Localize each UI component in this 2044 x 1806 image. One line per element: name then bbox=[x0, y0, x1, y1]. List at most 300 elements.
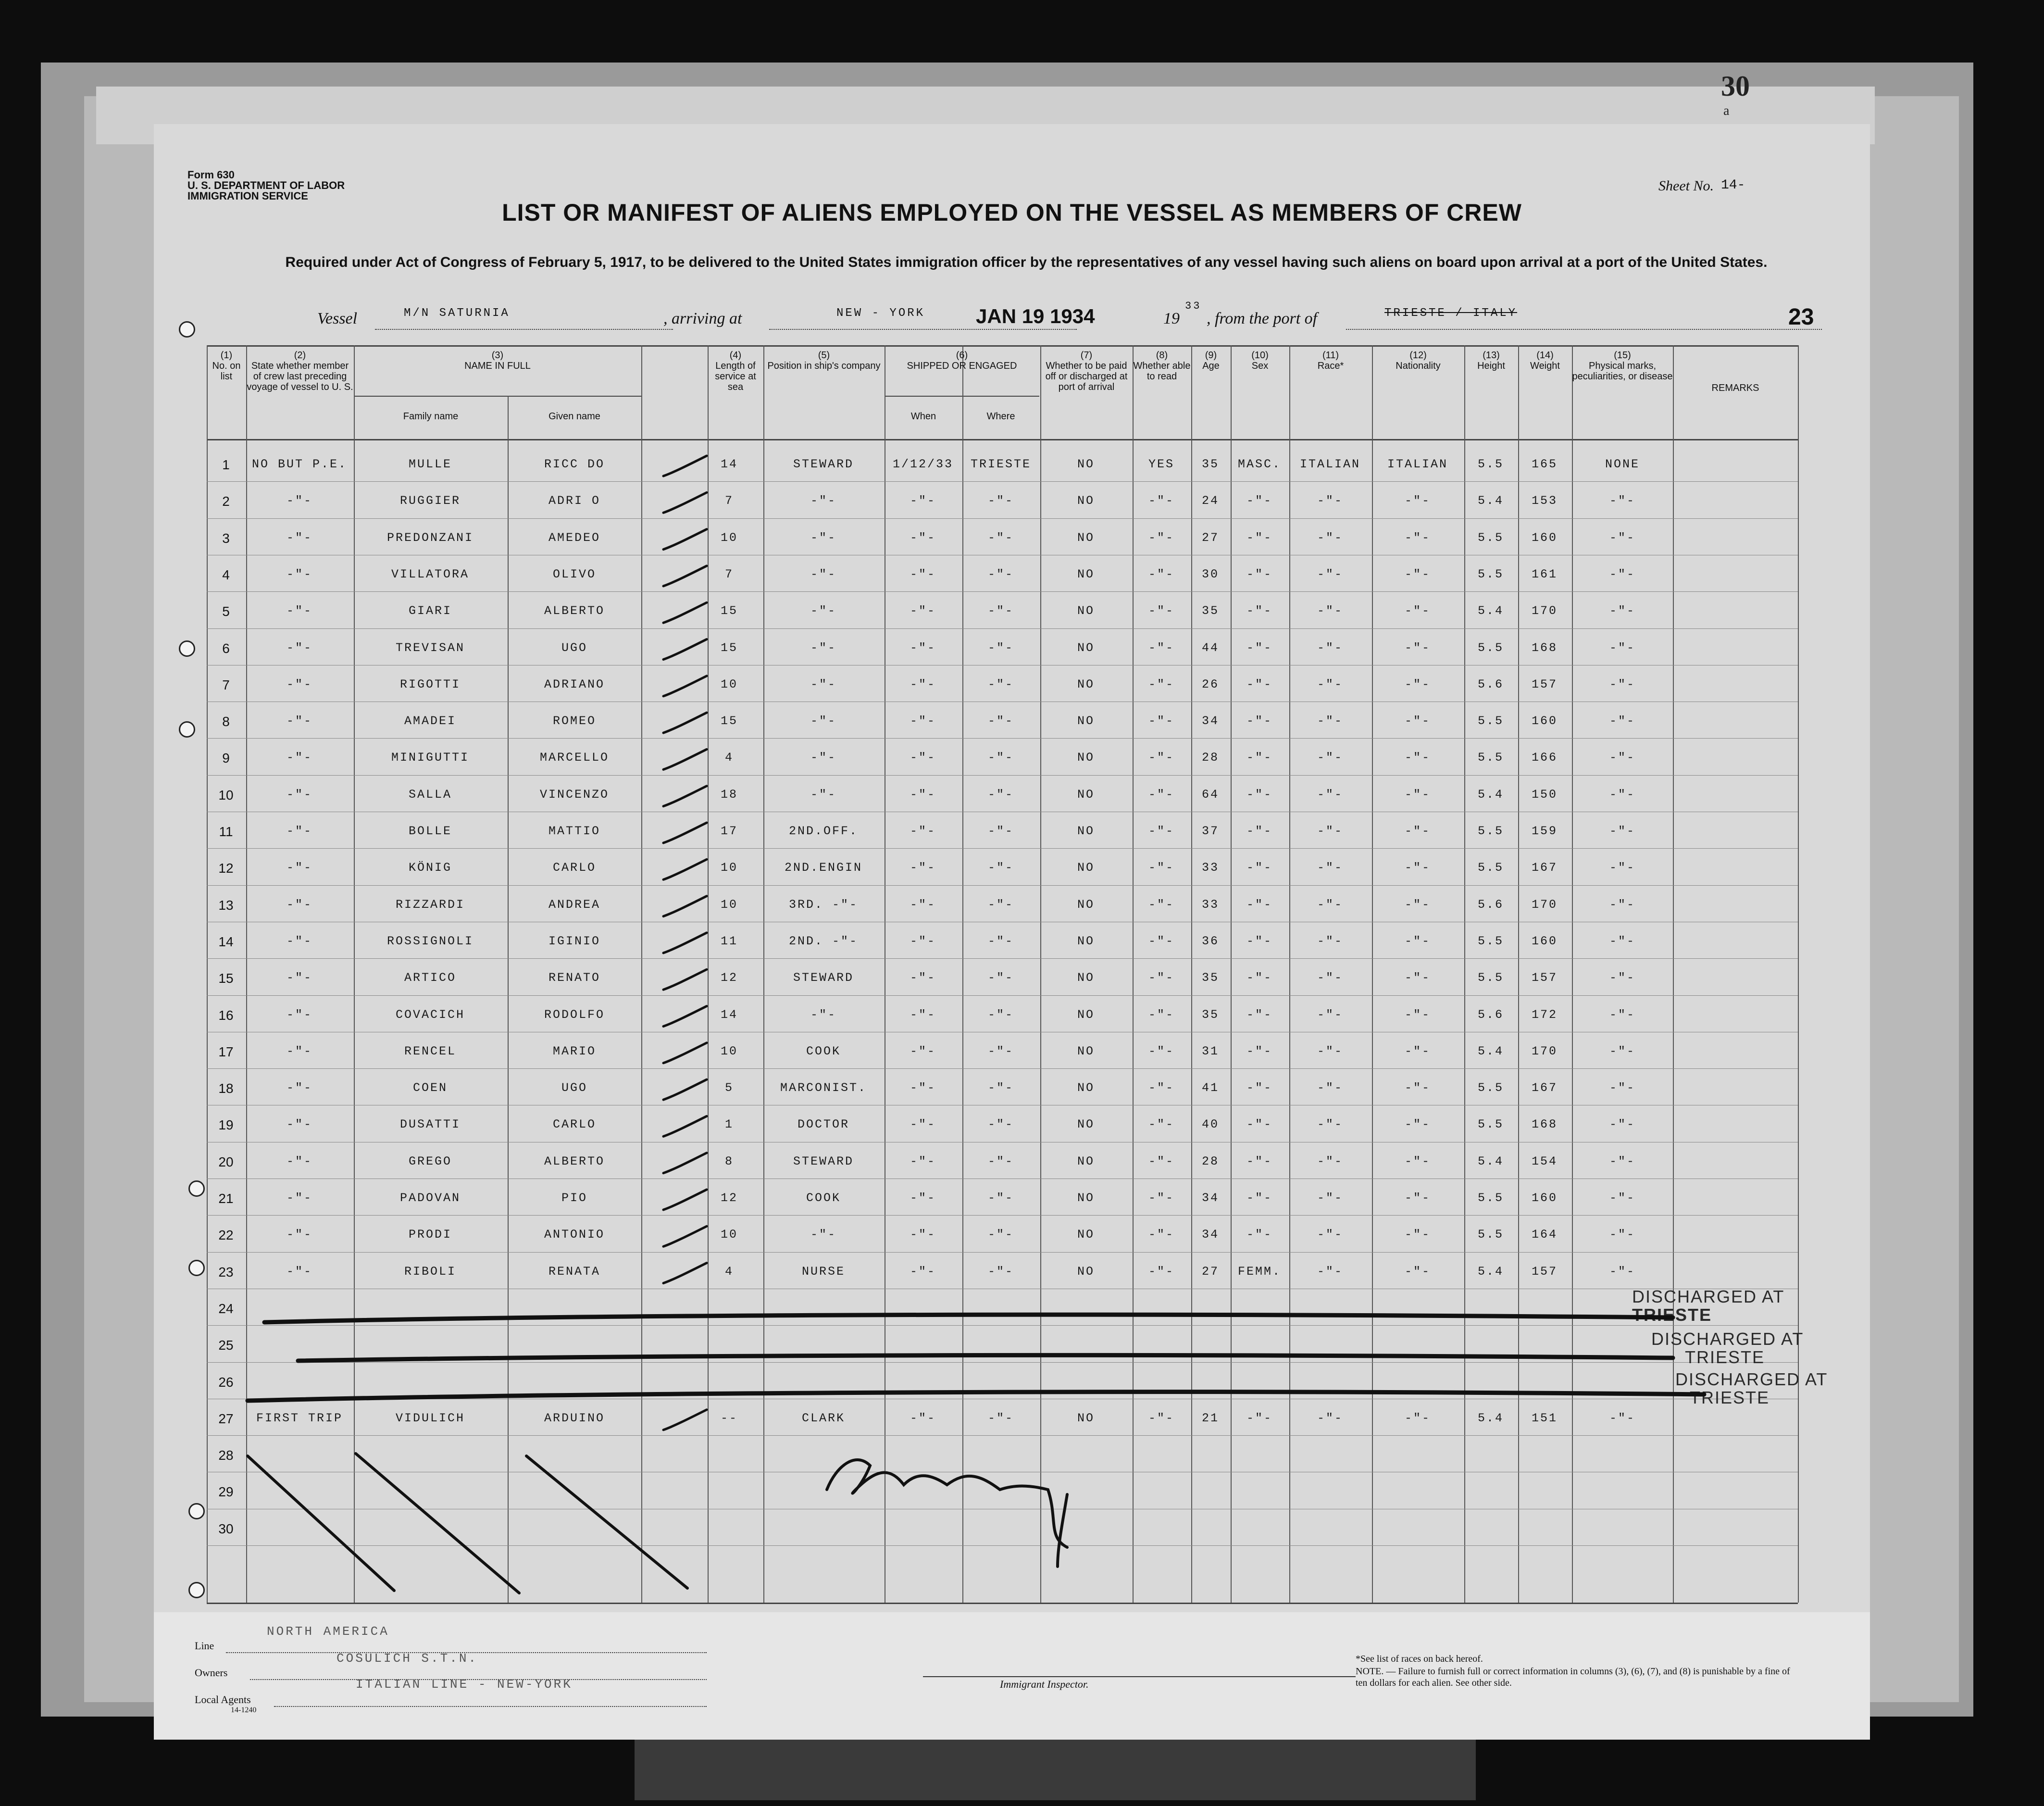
column-header-age-label: Age bbox=[1202, 361, 1220, 371]
cell-where: -"- bbox=[987, 1081, 1014, 1095]
discharged-stamp-port: TRIESTE bbox=[1690, 1388, 1770, 1407]
owners-value: COSULICH S.T.N. bbox=[337, 1651, 478, 1666]
arrival-date-stamp: JAN 19 1934 bbox=[976, 305, 1095, 327]
cell-given: RODOLFO bbox=[544, 1008, 605, 1022]
cell-service: 4 bbox=[724, 1265, 734, 1279]
cell-weight: 160 bbox=[1531, 1191, 1558, 1205]
column-header-sex-number: (10) bbox=[1251, 350, 1269, 361]
cell-service: 15 bbox=[720, 604, 738, 618]
cell-paid: NO bbox=[1077, 641, 1095, 655]
year-prefix: 19 bbox=[1163, 310, 1180, 327]
cell-marks: -"- bbox=[1609, 531, 1635, 545]
column-header-height-number: (13) bbox=[1483, 350, 1500, 361]
cell-family: TREVISAN bbox=[395, 641, 465, 655]
cell-race: -"- bbox=[1317, 1081, 1343, 1095]
row-number: 24 bbox=[218, 1301, 234, 1316]
cell-service: 1 bbox=[724, 1117, 734, 1131]
row-number: 29 bbox=[218, 1484, 234, 1499]
cell-height: 5.5 bbox=[1477, 567, 1504, 581]
cell-nationality: -"- bbox=[1404, 494, 1431, 508]
cell-age: 34 bbox=[1201, 1228, 1219, 1242]
cell-age: 31 bbox=[1201, 1044, 1219, 1058]
column-header-name-number: (3) bbox=[491, 350, 504, 361]
row-number: 3 bbox=[222, 531, 230, 546]
cell-when: -"- bbox=[910, 1008, 936, 1022]
cell-race: -"- bbox=[1317, 494, 1343, 508]
discharged-stamp-text: DISCHARGED AT bbox=[1651, 1329, 1804, 1349]
cell-age: 26 bbox=[1201, 677, 1219, 691]
cell-prev: -"- bbox=[286, 714, 312, 728]
cell-service: 8 bbox=[724, 1154, 734, 1168]
cell-age: 35 bbox=[1201, 457, 1219, 471]
cell-read: -"- bbox=[1148, 641, 1174, 655]
column-header-shipped-label: SHIPPED OR ENGAGED bbox=[907, 361, 1017, 371]
owners-label: Owners bbox=[195, 1667, 228, 1679]
cell-paid: NO bbox=[1077, 531, 1095, 545]
cell-race: -"- bbox=[1317, 898, 1343, 912]
cell-paid: NO bbox=[1077, 971, 1095, 985]
cell-paid: NO bbox=[1077, 714, 1095, 728]
column-header-number-number: (1) bbox=[220, 350, 233, 361]
strike-line-row-24 bbox=[264, 1315, 1673, 1322]
cell-weight: 160 bbox=[1531, 531, 1558, 545]
cell-family: MINIGUTTI bbox=[391, 751, 470, 765]
arrival-port: NEW - YORK bbox=[836, 307, 925, 320]
cell-age: 30 bbox=[1201, 567, 1219, 581]
cell-height: 5.5 bbox=[1477, 1081, 1504, 1095]
column-header-physical-marks-label: Physical marks, peculiarities, or disease bbox=[1572, 361, 1673, 382]
note-text: — Failure to furnish full or correct information in columns (3), (6), (7), and (8) is punishable by a fine of ten dollars for each alien. See other side. bbox=[1356, 1666, 1790, 1688]
cell-prev: -"- bbox=[286, 788, 312, 802]
cell-family: VIDULICH bbox=[395, 1411, 465, 1425]
cell-family: RIBOLI bbox=[404, 1265, 456, 1279]
cell-when: -"- bbox=[910, 934, 936, 948]
cell-given: UGO bbox=[561, 1081, 587, 1095]
cell-service: 10 bbox=[720, 1228, 738, 1242]
cell-where: -"- bbox=[987, 1117, 1014, 1131]
cell-paid: NO bbox=[1077, 1265, 1095, 1279]
check-mark bbox=[663, 1153, 707, 1173]
cell-height: 5.5 bbox=[1477, 861, 1504, 875]
check-mark bbox=[663, 749, 707, 769]
cell-weight: 157 bbox=[1531, 971, 1558, 985]
cell-position: -"- bbox=[810, 714, 836, 728]
cell-sex: -"- bbox=[1246, 1081, 1272, 1095]
cell-prev: -"- bbox=[286, 898, 312, 912]
cell-age: 40 bbox=[1201, 1117, 1219, 1131]
service-name: IMMIGRATION SERVICE bbox=[187, 190, 308, 202]
department-name: U. S. DEPARTMENT OF LABOR bbox=[187, 179, 345, 191]
cell-when: -"- bbox=[910, 861, 936, 875]
penalty-note bbox=[1356, 1666, 1798, 1689]
cell-family: PADOVAN bbox=[399, 1191, 461, 1205]
cancel-slash-1 bbox=[248, 1456, 394, 1591]
cell-given: ALBERTO bbox=[544, 1154, 605, 1168]
cell-sex: -"- bbox=[1246, 1154, 1272, 1168]
check-mark bbox=[663, 640, 707, 660]
cell-where: -"- bbox=[987, 1228, 1014, 1242]
check-mark bbox=[663, 1006, 707, 1027]
cell-given: ANDREA bbox=[548, 898, 600, 912]
arriving-label: , arriving at bbox=[663, 310, 742, 327]
cell-nationality: -"- bbox=[1404, 934, 1431, 948]
column-header-paid-off-label: Whether to be paid off or discharged at port of arrival bbox=[1045, 361, 1128, 392]
check-mark bbox=[663, 676, 707, 696]
cell-when: -"- bbox=[910, 1228, 936, 1242]
cell-given: RICC DO bbox=[544, 457, 605, 471]
cell-marks: -"- bbox=[1609, 1154, 1635, 1168]
check-mark bbox=[663, 896, 707, 916]
cell-race: -"- bbox=[1317, 531, 1343, 545]
column-header-weight-number: (14) bbox=[1536, 350, 1554, 361]
cell-family: DUSATTI bbox=[399, 1117, 461, 1131]
cell-age: 33 bbox=[1201, 898, 1219, 912]
cell-position: 2ND. -"- bbox=[788, 934, 859, 948]
cell-read: -"- bbox=[1148, 1154, 1174, 1168]
row-number: 11 bbox=[219, 824, 233, 839]
cell-prev: -"- bbox=[286, 1008, 312, 1022]
cell-height: 5.5 bbox=[1477, 824, 1504, 838]
cell-paid: NO bbox=[1077, 1081, 1095, 1095]
cell-given: ARDUINO bbox=[544, 1411, 605, 1425]
cell-age: 44 bbox=[1201, 641, 1219, 655]
check-mark bbox=[663, 713, 707, 733]
sheet-number-label: Sheet No. bbox=[1658, 178, 1714, 194]
row-number: 7 bbox=[222, 677, 230, 692]
cell-marks: -"- bbox=[1609, 494, 1635, 508]
cell-service: 7 bbox=[724, 494, 734, 508]
cell-weight: 153 bbox=[1531, 494, 1558, 508]
cell-where: -"- bbox=[987, 531, 1014, 545]
cell-weight: 159 bbox=[1531, 824, 1558, 838]
cell-read: -"- bbox=[1148, 1228, 1174, 1242]
cell-paid: NO bbox=[1077, 567, 1095, 581]
cell-prev: -"- bbox=[286, 531, 312, 545]
cell-service: 10 bbox=[720, 861, 738, 875]
cell-age: 27 bbox=[1201, 1265, 1219, 1279]
cell-paid: NO bbox=[1077, 494, 1095, 508]
cell-prev: -"- bbox=[286, 1154, 312, 1168]
cell-read: -"- bbox=[1148, 751, 1174, 765]
cell-height: 5.5 bbox=[1477, 641, 1504, 655]
races-note: *See list of races on back hereof. bbox=[1356, 1654, 1483, 1664]
column-header-service-label: Length of service at sea bbox=[715, 361, 756, 392]
row-number: 2 bbox=[222, 494, 230, 509]
column-header-race-label: Race* bbox=[1317, 361, 1344, 371]
column-header-age-number: (9) bbox=[1205, 350, 1217, 361]
cell-when: -"- bbox=[910, 1044, 936, 1058]
cell-paid: NO bbox=[1077, 677, 1095, 691]
cell-position: -"- bbox=[810, 751, 836, 765]
binder-hole bbox=[188, 1180, 205, 1197]
cell-height: 5.4 bbox=[1477, 1411, 1504, 1425]
cell-marks: -"- bbox=[1609, 1265, 1635, 1279]
cell-prev: NO BUT P.E. bbox=[251, 457, 348, 471]
cell-service: 11 bbox=[720, 934, 738, 948]
column-header-weight-label: Weight bbox=[1530, 361, 1560, 371]
cancel-slash-3 bbox=[526, 1456, 687, 1588]
year-suffix: 33 bbox=[1185, 300, 1202, 312]
cell-read: -"- bbox=[1148, 1044, 1174, 1058]
column-header-position-label: Position in ship's company bbox=[767, 361, 881, 371]
cell-where: -"- bbox=[987, 751, 1014, 765]
cell-sex: -"- bbox=[1246, 861, 1272, 875]
cell-weight: 165 bbox=[1531, 457, 1558, 471]
cell-weight: 170 bbox=[1531, 604, 1558, 618]
cell-nationality: -"- bbox=[1404, 751, 1431, 765]
cell-marks: -"- bbox=[1609, 824, 1635, 838]
check-mark bbox=[663, 1263, 707, 1283]
cell-nationality: -"- bbox=[1404, 1191, 1431, 1205]
cell-position: -"- bbox=[810, 1008, 836, 1022]
row-number: 19 bbox=[218, 1117, 234, 1132]
binder-hole bbox=[179, 721, 195, 738]
column-header-shipped-number: (6) bbox=[956, 350, 968, 361]
cell-height: 5.5 bbox=[1477, 457, 1504, 471]
cell-age: 34 bbox=[1201, 1191, 1219, 1205]
cell-when: -"- bbox=[910, 1411, 936, 1425]
cell-where: -"- bbox=[987, 934, 1014, 948]
cell-when: -"- bbox=[910, 1191, 936, 1205]
cell-nationality: -"- bbox=[1404, 567, 1431, 581]
cell-marks: -"- bbox=[1609, 971, 1635, 985]
cell-position: 2ND.OFF. bbox=[788, 824, 859, 838]
cell-weight: 160 bbox=[1531, 934, 1558, 948]
cell-height: 5.5 bbox=[1477, 751, 1504, 765]
cell-nationality: -"- bbox=[1404, 1044, 1431, 1058]
cell-age: 24 bbox=[1201, 494, 1219, 508]
cell-nationality: ITALIAN bbox=[1387, 457, 1448, 471]
cell-marks: -"- bbox=[1609, 567, 1635, 581]
cell-marks: -"- bbox=[1609, 1081, 1635, 1095]
cell-marks: NONE bbox=[1605, 457, 1640, 471]
cell-weight: 168 bbox=[1531, 641, 1558, 655]
row-number: 17 bbox=[218, 1044, 234, 1059]
row-number: 16 bbox=[218, 1008, 234, 1023]
cell-read: -"- bbox=[1148, 677, 1174, 691]
cell-nationality: -"- bbox=[1404, 971, 1431, 985]
column-header-when: When bbox=[910, 411, 936, 422]
cell-age: 34 bbox=[1201, 714, 1219, 728]
cell-where: -"- bbox=[987, 1154, 1014, 1168]
row-number: 15 bbox=[218, 971, 234, 986]
cell-service: 5 bbox=[724, 1081, 734, 1095]
cell-nationality: -"- bbox=[1404, 1228, 1431, 1242]
cell-marks: -"- bbox=[1609, 1117, 1635, 1131]
check-mark bbox=[663, 1226, 707, 1246]
cell-prev: -"- bbox=[286, 1044, 312, 1058]
cell-prev: -"- bbox=[286, 677, 312, 691]
cell-height: 5.5 bbox=[1477, 934, 1504, 948]
cell-prev: -"- bbox=[286, 1228, 312, 1242]
cell-race: -"- bbox=[1317, 641, 1343, 655]
cell-race: -"- bbox=[1317, 1117, 1343, 1131]
cell-sex: -"- bbox=[1246, 494, 1272, 508]
cell-when: -"- bbox=[910, 1081, 936, 1095]
cell-when: -"- bbox=[910, 604, 936, 618]
cell-where: -"- bbox=[987, 677, 1014, 691]
cell-height: 5.5 bbox=[1477, 531, 1504, 545]
column-header-where: Where bbox=[986, 411, 1015, 422]
cell-age: 28 bbox=[1201, 1154, 1219, 1168]
cell-position: STEWARD bbox=[793, 457, 854, 471]
cell-given: VINCENZO bbox=[539, 788, 610, 802]
cell-height: 5.4 bbox=[1477, 494, 1504, 508]
cell-where: -"- bbox=[987, 1044, 1014, 1058]
row-number: 20 bbox=[218, 1154, 234, 1169]
cell-nationality: -"- bbox=[1404, 1117, 1431, 1131]
cancel-slash-2 bbox=[356, 1454, 519, 1593]
cell-read: -"- bbox=[1148, 531, 1174, 545]
check-mark bbox=[663, 566, 707, 586]
cell-read: -"- bbox=[1148, 1411, 1174, 1425]
cell-when: -"- bbox=[910, 567, 936, 581]
cell-read: -"- bbox=[1148, 1191, 1174, 1205]
cell-sex: -"- bbox=[1246, 971, 1272, 985]
cell-height: 5.5 bbox=[1477, 714, 1504, 728]
cell-read: -"- bbox=[1148, 788, 1174, 802]
cell-read: -"- bbox=[1148, 824, 1174, 838]
cell-service: 7 bbox=[724, 567, 734, 581]
cell-marks: -"- bbox=[1609, 1191, 1635, 1205]
cell-position: 3RD. -"- bbox=[788, 898, 859, 912]
cell-position: -"- bbox=[810, 567, 836, 581]
cell-marks: -"- bbox=[1609, 1008, 1635, 1022]
cell-height: 5.4 bbox=[1477, 1154, 1504, 1168]
departure-port: TRIESTE / ITALY bbox=[1384, 307, 1518, 320]
cell-prev: -"- bbox=[286, 824, 312, 838]
cell-read: -"- bbox=[1148, 604, 1174, 618]
binder-hole bbox=[188, 1260, 205, 1276]
row-number: 9 bbox=[222, 751, 230, 765]
cell-service: 14 bbox=[720, 1008, 738, 1022]
binder-hole bbox=[188, 1582, 205, 1598]
cell-sex: -"- bbox=[1246, 677, 1272, 691]
cell-prev: -"- bbox=[286, 494, 312, 508]
cell-family: ROSSIGNOLI bbox=[386, 934, 474, 948]
cell-age: 36 bbox=[1201, 934, 1219, 948]
cell-weight: 170 bbox=[1531, 898, 1558, 912]
cell-position: CLARK bbox=[801, 1411, 845, 1425]
discharged-stamp-port: TRIESTE bbox=[1685, 1347, 1765, 1367]
row-number: 12 bbox=[218, 861, 234, 876]
cell-prev: -"- bbox=[286, 751, 312, 765]
cell-when: -"- bbox=[910, 641, 936, 655]
footer-form-code: 14-1240 bbox=[231, 1706, 257, 1714]
cell-nationality: -"- bbox=[1404, 788, 1431, 802]
manifest-sheet bbox=[154, 124, 1870, 1740]
cell-read: -"- bbox=[1148, 861, 1174, 875]
cell-height: 5.5 bbox=[1477, 1117, 1504, 1131]
cell-family: AMADEI bbox=[404, 714, 456, 728]
cell-where: -"- bbox=[987, 1191, 1014, 1205]
cell-where: -"- bbox=[987, 971, 1014, 985]
cell-service: 10 bbox=[720, 898, 738, 912]
inspector-signature-line bbox=[923, 1676, 1356, 1677]
cell-nationality: -"- bbox=[1404, 1411, 1431, 1425]
check-mark bbox=[663, 1043, 707, 1063]
discharged-stamp-text: DISCHARGED AT bbox=[1675, 1369, 1828, 1389]
cell-family: GREGO bbox=[408, 1154, 452, 1168]
cell-weight: 172 bbox=[1531, 1008, 1558, 1022]
cell-nationality: -"- bbox=[1404, 604, 1431, 618]
line-label: Line bbox=[195, 1640, 214, 1652]
cell-where: -"- bbox=[987, 714, 1014, 728]
cell-marks: -"- bbox=[1609, 1411, 1635, 1425]
row-number: 13 bbox=[218, 898, 234, 913]
cell-paid: NO bbox=[1077, 1191, 1095, 1205]
strike-line-row-26 bbox=[248, 1392, 1704, 1401]
column-header-height-label: Height bbox=[1477, 361, 1505, 371]
cell-race: -"- bbox=[1317, 1228, 1343, 1242]
check-mark bbox=[663, 602, 707, 623]
cell-prev: -"- bbox=[286, 604, 312, 618]
cell-read: -"- bbox=[1148, 934, 1174, 948]
cell-marks: -"- bbox=[1609, 677, 1635, 691]
cell-sex: -"- bbox=[1246, 714, 1272, 728]
cell-where: -"- bbox=[987, 788, 1014, 802]
cell-service: -- bbox=[720, 1411, 738, 1425]
cell-given: RENATA bbox=[548, 1265, 600, 1279]
cell-prev: -"- bbox=[286, 1265, 312, 1279]
cell-where: -"- bbox=[987, 641, 1014, 655]
binder-hole bbox=[179, 640, 195, 657]
check-mark bbox=[663, 933, 707, 953]
handwriting-overlay bbox=[154, 124, 1870, 1740]
cell-family: KÖNIG bbox=[408, 861, 452, 875]
manifest-title: LIST OR MANIFEST OF ALIENS EMPLOYED ON THE VESSEL AS MEMBERS OF CREW bbox=[502, 199, 1522, 226]
row-number: 27 bbox=[218, 1411, 234, 1426]
row-number: 14 bbox=[218, 934, 234, 949]
cell-height: 5.6 bbox=[1477, 898, 1504, 912]
cell-position: -"- bbox=[810, 604, 836, 618]
cell-sex: -"- bbox=[1246, 531, 1272, 545]
column-header-name-label: NAME IN FULL bbox=[464, 361, 531, 371]
cell-nationality: -"- bbox=[1404, 531, 1431, 545]
cell-weight: 150 bbox=[1531, 788, 1558, 802]
cell-race: -"- bbox=[1317, 1044, 1343, 1058]
cell-age: 35 bbox=[1201, 604, 1219, 618]
column-header-family-name: Family name bbox=[403, 411, 459, 422]
cell-paid: NO bbox=[1077, 751, 1095, 765]
cell-when: -"- bbox=[910, 1265, 936, 1279]
cell-family: PRODI bbox=[408, 1228, 452, 1242]
binder-hole bbox=[188, 1503, 205, 1519]
cell-prev: -"- bbox=[286, 1117, 312, 1131]
cell-sex: -"- bbox=[1246, 1117, 1272, 1131]
cell-nationality: -"- bbox=[1404, 641, 1431, 655]
cancel-slashes bbox=[248, 1454, 687, 1593]
cell-given: CARLO bbox=[552, 861, 596, 875]
cell-paid: NO bbox=[1077, 1154, 1095, 1168]
cell-nationality: -"- bbox=[1404, 824, 1431, 838]
discharged-stamp-port: TRIESTE bbox=[1632, 1305, 1712, 1325]
cell-given: ADRI O bbox=[548, 494, 600, 508]
cell-given: UGO bbox=[561, 641, 587, 655]
cell-position: 2ND.ENGIN bbox=[784, 861, 863, 875]
cell-position: DOCTOR bbox=[797, 1117, 849, 1131]
cell-where: -"- bbox=[987, 1265, 1014, 1279]
column-header-sex-label: Sex bbox=[1251, 361, 1269, 371]
cell-read: -"- bbox=[1148, 971, 1174, 985]
cell-read: -"- bbox=[1148, 1117, 1174, 1131]
cell-given: PIO bbox=[561, 1191, 587, 1205]
cell-given: ANTONIO bbox=[544, 1228, 605, 1242]
cell-service: 10 bbox=[720, 531, 738, 545]
cell-sex: -"- bbox=[1246, 824, 1272, 838]
agents-value: ITALIAN LINE - NEW-YORK bbox=[356, 1677, 573, 1692]
signature-tail bbox=[1058, 1494, 1067, 1567]
